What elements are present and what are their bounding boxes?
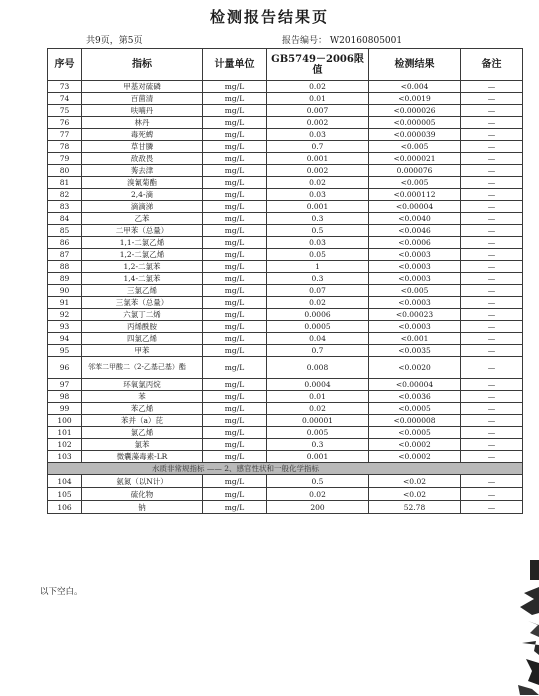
cell-limit: 0.01 xyxy=(267,391,369,403)
table-row xyxy=(48,105,523,117)
cell-indicator: 微囊藻毒素-LR xyxy=(82,451,203,463)
cell-unit: mg/L xyxy=(203,427,267,439)
table-row xyxy=(48,379,523,391)
cell-remark: — xyxy=(461,345,523,357)
cell-limit: 0.007 xyxy=(267,105,369,117)
cell-remark: — xyxy=(461,201,523,213)
cell-result: <0.000005 xyxy=(369,117,461,129)
cell-indicator: 草甘膦 xyxy=(82,141,203,153)
cell-limit: 0.00001 xyxy=(267,415,369,427)
cell-seq: 83 xyxy=(48,201,82,213)
cell-result: <0.004 xyxy=(369,81,461,93)
cell-limit: 0.7 xyxy=(267,345,369,357)
cell-seq: 101 xyxy=(48,427,82,439)
cell-unit: mg/L xyxy=(203,213,267,225)
table-row xyxy=(48,297,523,309)
table-row xyxy=(48,153,523,165)
cell-seq: 85 xyxy=(48,225,82,237)
cell-unit: mg/L xyxy=(203,225,267,237)
cell-seq: 106 xyxy=(48,501,82,514)
cell-unit: mg/L xyxy=(203,261,267,273)
cell-remark: — xyxy=(461,403,523,415)
cell-indicator: 钠 xyxy=(82,501,203,514)
table-row xyxy=(48,189,523,201)
cell-result: 52.78 xyxy=(369,501,461,514)
cell-remark: — xyxy=(461,141,523,153)
cell-remark: — xyxy=(461,439,523,451)
table-header-row xyxy=(48,49,523,81)
cell-limit: 0.001 xyxy=(267,201,369,213)
table-row xyxy=(48,427,523,439)
cell-limit: 0.0004 xyxy=(267,379,369,391)
cell-remark: — xyxy=(461,105,523,117)
cell-indicator: 1,1-二氯乙烯 xyxy=(82,237,203,249)
cell-indicator: 1,2-二氯苯 xyxy=(82,261,203,273)
cell-indicator: 乙苯 xyxy=(82,213,203,225)
cell-result: <0.00023 xyxy=(369,309,461,321)
cell-result: <0.0019 xyxy=(369,93,461,105)
cell-remark: — xyxy=(461,333,523,345)
cell-indicator: 氯乙烯 xyxy=(82,427,203,439)
table-row xyxy=(48,93,523,105)
cell-limit: 0.3 xyxy=(267,213,369,225)
cell-indicator: 苯乙烯 xyxy=(82,403,203,415)
cell-remark: — xyxy=(461,129,523,141)
cell-limit: 0.02 xyxy=(267,403,369,415)
cell-unit: mg/L xyxy=(203,451,267,463)
page-info: 共9页，第5页 xyxy=(86,36,143,46)
cell-result: <0.0003 xyxy=(369,249,461,261)
cell-indicator: 毒死蜱 xyxy=(82,129,203,141)
cell-seq: 81 xyxy=(48,177,82,189)
cell-limit: 0.01 xyxy=(267,93,369,105)
cell-indicator: 溴氰菊酯 xyxy=(82,177,203,189)
cell-unit: mg/L xyxy=(203,177,267,189)
table-row xyxy=(48,225,523,237)
cell-seq: 77 xyxy=(48,129,82,141)
cell-indicator: 四氯乙烯 xyxy=(82,333,203,345)
cell-seq: 93 xyxy=(48,321,82,333)
report-number: 报告编号： W20160805001 xyxy=(282,36,403,46)
cell-unit: mg/L xyxy=(203,391,267,403)
cell-remark: — xyxy=(461,153,523,165)
col-header-seq: 序号 xyxy=(48,49,82,81)
cell-indicator: 氨氮（以N计） xyxy=(82,475,203,488)
cell-indicator: 呋喃丹 xyxy=(82,105,203,117)
cell-limit: 0.3 xyxy=(267,439,369,451)
table-row xyxy=(48,333,523,345)
cell-limit: 0.07 xyxy=(267,285,369,297)
cell-seq: 80 xyxy=(48,165,82,177)
cell-unit: mg/L xyxy=(203,93,267,105)
cell-unit: mg/L xyxy=(203,105,267,117)
cell-unit: mg/L xyxy=(203,81,267,93)
cell-indicator: 莠去津 xyxy=(82,165,203,177)
cell-indicator: 邻苯二甲酸二（2-乙基己基）酯 xyxy=(82,357,203,379)
cell-result: <0.0046 xyxy=(369,225,461,237)
cell-unit: mg/L xyxy=(203,415,267,427)
cell-indicator: 硫化物 xyxy=(82,488,203,501)
cell-seq: 99 xyxy=(48,403,82,415)
table-row xyxy=(48,475,523,488)
cell-limit: 0.5 xyxy=(267,225,369,237)
cell-result: <0.00004 xyxy=(369,379,461,391)
cell-remark: — xyxy=(461,225,523,237)
cell-indicator: 百菌清 xyxy=(82,93,203,105)
cell-limit: 0.03 xyxy=(267,189,369,201)
cell-seq: 73 xyxy=(48,81,82,93)
cell-limit: 0.7 xyxy=(267,141,369,153)
cell-seq: 82 xyxy=(48,189,82,201)
cell-result: <0.000021 xyxy=(369,153,461,165)
cell-result: <0.005 xyxy=(369,177,461,189)
table-row xyxy=(48,403,523,415)
cell-seq: 95 xyxy=(48,345,82,357)
table-row xyxy=(48,285,523,297)
cell-seq: 76 xyxy=(48,117,82,129)
cell-unit: mg/L xyxy=(203,403,267,415)
cell-unit: mg/L xyxy=(203,141,267,153)
cell-remark: — xyxy=(461,117,523,129)
cell-remark: — xyxy=(461,488,523,501)
cell-remark: — xyxy=(461,309,523,321)
table-body xyxy=(48,81,523,463)
cell-remark: — xyxy=(461,379,523,391)
table-row xyxy=(48,451,523,463)
table-row xyxy=(48,345,523,357)
table-row xyxy=(48,249,523,261)
cell-remark: — xyxy=(461,177,523,189)
cell-seq: 78 xyxy=(48,141,82,153)
cell-remark: — xyxy=(461,297,523,309)
table-row xyxy=(48,488,523,501)
col-header-indicator: 指标 xyxy=(82,49,203,81)
cell-unit: mg/L xyxy=(203,475,267,488)
cell-unit: mg/L xyxy=(203,488,267,501)
cell-indicator: 甲苯 xyxy=(82,345,203,357)
cell-result: <0.000026 xyxy=(369,105,461,117)
cell-seq: 90 xyxy=(48,285,82,297)
cell-result: <0.005 xyxy=(369,285,461,297)
table-row xyxy=(48,141,523,153)
cell-limit: 0.0005 xyxy=(267,321,369,333)
cell-limit: 200 xyxy=(267,501,369,514)
cell-unit: mg/L xyxy=(203,333,267,345)
cell-remark: — xyxy=(461,165,523,177)
cell-indicator: 1,4-二氯苯 xyxy=(82,273,203,285)
page-edge-mark xyxy=(530,560,539,580)
cell-indicator: 林丹 xyxy=(82,117,203,129)
cell-indicator: 滴滴涕 xyxy=(82,201,203,213)
cell-limit: 0.05 xyxy=(267,249,369,261)
cell-result: <0.0003 xyxy=(369,261,461,273)
cell-seq: 102 xyxy=(48,439,82,451)
cell-seq: 84 xyxy=(48,213,82,225)
cell-unit: mg/L xyxy=(203,129,267,141)
cell-indicator: 丙烯酰胺 xyxy=(82,321,203,333)
cell-seq: 79 xyxy=(48,153,82,165)
table-row xyxy=(48,501,523,514)
cell-result: <0.0036 xyxy=(369,391,461,403)
cell-unit: mg/L xyxy=(203,297,267,309)
cell-indicator: 氯苯 xyxy=(82,439,203,451)
cell-result: <0.0002 xyxy=(369,439,461,451)
cell-limit: 0.3 xyxy=(267,273,369,285)
cell-limit: 0.02 xyxy=(267,488,369,501)
cell-seq: 96 xyxy=(48,357,82,379)
cell-result: <0.0020 xyxy=(369,357,461,379)
cell-limit: 0.001 xyxy=(267,451,369,463)
cell-remark: — xyxy=(461,249,523,261)
cell-indicator: 三氯苯（总量） xyxy=(82,297,203,309)
cell-result: <0.0005 xyxy=(369,427,461,439)
cell-remark: — xyxy=(461,213,523,225)
table-row xyxy=(48,321,523,333)
cell-result: <0.0003 xyxy=(369,321,461,333)
cell-unit: mg/L xyxy=(203,249,267,261)
section-row xyxy=(48,463,523,475)
cell-result: <0.0003 xyxy=(369,297,461,309)
cell-remark: — xyxy=(461,189,523,201)
cell-indicator: 苯 xyxy=(82,391,203,403)
cell-remark: — xyxy=(461,285,523,297)
cell-remark: — xyxy=(461,427,523,439)
cell-indicator: 六氯丁二烯 xyxy=(82,309,203,321)
cell-result: 0.000076 xyxy=(369,165,461,177)
cell-limit: 0.005 xyxy=(267,427,369,439)
cell-limit: 0.03 xyxy=(267,129,369,141)
cell-unit: mg/L xyxy=(203,201,267,213)
cell-result: <0.001 xyxy=(369,333,461,345)
cell-unit: mg/L xyxy=(203,117,267,129)
table-row xyxy=(48,117,523,129)
cell-result: <0.0005 xyxy=(369,403,461,415)
cell-result: <0.000039 xyxy=(369,129,461,141)
cell-remark: — xyxy=(461,415,523,427)
cell-remark: — xyxy=(461,451,523,463)
cell-limit: 0.008 xyxy=(267,357,369,379)
cell-unit: mg/L xyxy=(203,321,267,333)
cell-limit: 0.5 xyxy=(267,475,369,488)
results-table xyxy=(47,48,523,514)
table-row xyxy=(48,309,523,321)
cell-result: <0.00004 xyxy=(369,201,461,213)
cell-unit: mg/L xyxy=(203,165,267,177)
cell-seq: 94 xyxy=(48,333,82,345)
cell-limit: 0.002 xyxy=(267,117,369,129)
cell-remark: — xyxy=(461,475,523,488)
cell-indicator: 苯并（a）芘 xyxy=(82,415,203,427)
cell-result: <0.000008 xyxy=(369,415,461,427)
cell-seq: 74 xyxy=(48,93,82,105)
cell-unit: mg/L xyxy=(203,237,267,249)
cell-indicator: 二甲苯（总量） xyxy=(82,225,203,237)
cell-limit: 0.04 xyxy=(267,333,369,345)
cell-result: <0.0006 xyxy=(369,237,461,249)
cell-unit: mg/L xyxy=(203,309,267,321)
cell-unit: mg/L xyxy=(203,345,267,357)
cell-limit: 0.02 xyxy=(267,297,369,309)
section-body xyxy=(48,463,523,475)
cell-remark: — xyxy=(461,273,523,285)
cell-seq: 105 xyxy=(48,488,82,501)
cell-remark: — xyxy=(461,357,523,379)
cell-result: <0.000112 xyxy=(369,189,461,201)
cell-unit: mg/L xyxy=(203,285,267,297)
table-row xyxy=(48,237,523,249)
cell-seq: 75 xyxy=(48,105,82,117)
cell-remark: — xyxy=(461,237,523,249)
cell-limit: 0.02 xyxy=(267,177,369,189)
cell-limit: 0.02 xyxy=(267,81,369,93)
cell-seq: 100 xyxy=(48,415,82,427)
table-row xyxy=(48,391,523,403)
table-row xyxy=(48,357,523,379)
cell-result: <0.0003 xyxy=(369,273,461,285)
cell-seq: 92 xyxy=(48,309,82,321)
cell-seq: 103 xyxy=(48,451,82,463)
cell-seq: 86 xyxy=(48,237,82,249)
table-row xyxy=(48,415,523,427)
cell-limit: 1 xyxy=(267,261,369,273)
table-row xyxy=(48,261,523,273)
cell-seq: 104 xyxy=(48,475,82,488)
cell-indicator: 2,4-滴 xyxy=(82,189,203,201)
cell-limit: 0.001 xyxy=(267,153,369,165)
cell-limit: 0.0006 xyxy=(267,309,369,321)
cell-limit: 0.002 xyxy=(267,165,369,177)
cell-indicator: 三氯乙烯 xyxy=(82,285,203,297)
cell-unit: mg/L xyxy=(203,379,267,391)
col-header-remark: 备注 xyxy=(461,49,523,81)
cell-indicator: 甲基对硫磷 xyxy=(82,81,203,93)
cell-result: <0.0035 xyxy=(369,345,461,357)
table-row xyxy=(48,439,523,451)
cell-seq: 87 xyxy=(48,249,82,261)
table-row xyxy=(48,165,523,177)
cell-result: <0.0040 xyxy=(369,213,461,225)
cell-seq: 88 xyxy=(48,261,82,273)
cell-indicator: 环氧氯丙烷 xyxy=(82,379,203,391)
col-header-limit: GB5749－2006限值 xyxy=(267,49,369,81)
cell-seq: 91 xyxy=(48,297,82,309)
cell-unit: mg/L xyxy=(203,273,267,285)
table-row xyxy=(48,81,523,93)
table-row xyxy=(48,129,523,141)
table-row xyxy=(48,201,523,213)
table-row xyxy=(48,213,523,225)
cell-remark: — xyxy=(461,93,523,105)
col-header-result: 检测结果 xyxy=(369,49,461,81)
cell-seq: 89 xyxy=(48,273,82,285)
table-body-2 xyxy=(48,475,523,514)
cell-result: <0.0002 xyxy=(369,451,461,463)
cell-indicator: 敌敌畏 xyxy=(82,153,203,165)
section-label: 水质非常规指标 —— 2、感官性状和一般化学指标 xyxy=(48,463,523,475)
cell-remark: — xyxy=(461,501,523,514)
cell-unit: mg/L xyxy=(203,501,267,514)
seal-stamp-icon xyxy=(510,585,539,695)
cell-remark: — xyxy=(461,321,523,333)
cell-indicator: 1,2-二氯乙烯 xyxy=(82,249,203,261)
cell-result: <0.005 xyxy=(369,141,461,153)
cell-unit: mg/L xyxy=(203,439,267,451)
table-row xyxy=(48,177,523,189)
cell-result: <0.02 xyxy=(369,475,461,488)
cell-remark: — xyxy=(461,261,523,273)
cell-limit: 0.03 xyxy=(267,237,369,249)
cell-unit: mg/L xyxy=(203,189,267,201)
page-title: 检测报告结果页 xyxy=(209,8,329,26)
cell-unit: mg/L xyxy=(203,357,267,379)
col-header-unit: 计量单位 xyxy=(203,49,267,81)
cell-seq: 98 xyxy=(48,391,82,403)
cell-unit: mg/L xyxy=(203,153,267,165)
cell-remark: — xyxy=(461,391,523,403)
remark-text: 以下空白。 xyxy=(40,587,83,597)
cell-seq: 97 xyxy=(48,379,82,391)
cell-remark: — xyxy=(461,81,523,93)
cell-result: <0.02 xyxy=(369,488,461,501)
table-row xyxy=(48,273,523,285)
